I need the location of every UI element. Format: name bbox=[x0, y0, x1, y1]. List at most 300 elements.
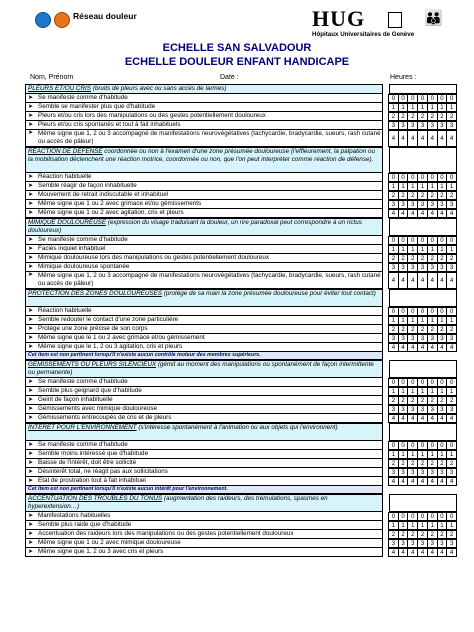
score-cell[interactable]: 4 bbox=[446, 130, 457, 147]
score-cell[interactable]: 0 bbox=[388, 512, 399, 521]
score-cell[interactable]: 2 bbox=[446, 459, 457, 468]
score-cell[interactable]: 1 bbox=[407, 450, 418, 459]
section-note: Cet item est non pertinent lorsqu'il n'existe aucun contrôle moteur des membres supérieurs. bbox=[25, 352, 383, 360]
score-cell[interactable]: 4 bbox=[398, 343, 409, 352]
score-cell[interactable]: 1 bbox=[437, 521, 448, 530]
score-cell[interactable]: 3 bbox=[446, 121, 457, 130]
score-cell[interactable]: 0 bbox=[417, 173, 428, 182]
score-cell[interactable]: 1 bbox=[446, 316, 457, 325]
criterion-text: Même signe que 1 ou 2 avec agitation, cris et pleurs bbox=[38, 209, 184, 216]
score-cell[interactable]: 4 bbox=[407, 414, 418, 423]
score-cell[interactable]: 1 bbox=[417, 450, 428, 459]
score-cell[interactable]: 1 bbox=[417, 316, 428, 325]
score-cell[interactable]: 4 bbox=[437, 548, 448, 557]
criterion-row bbox=[25, 477, 383, 486]
score-cell[interactable]: 1 bbox=[417, 245, 428, 254]
score-cell[interactable]: 3 bbox=[446, 334, 457, 343]
header-spacer bbox=[389, 360, 457, 378]
score-cell[interactable]: 0 bbox=[398, 378, 409, 387]
score-cell[interactable]: 4 bbox=[427, 130, 438, 147]
section-heading bbox=[25, 84, 383, 94]
criterion-text: Gémissements entrecoupés de cris et de pleurs bbox=[38, 414, 172, 421]
score-cell[interactable]: 2 bbox=[398, 191, 409, 200]
score-cell[interactable]: 2 bbox=[388, 325, 399, 334]
score-cell[interactable]: 4 bbox=[417, 209, 428, 218]
score-cell[interactable]: 4 bbox=[427, 548, 438, 557]
score-cell[interactable]: 2 bbox=[417, 254, 428, 263]
score-cell[interactable]: 4 bbox=[446, 272, 457, 289]
criterion-text: Accentuation des raideurs lors des manipulations ou des gestes potentiellement douloureux bbox=[38, 530, 294, 537]
score-cell[interactable]: 3 bbox=[437, 334, 448, 343]
score-cell[interactable]: 1 bbox=[437, 387, 448, 396]
arrow-bullet-icon: ➤ bbox=[28, 255, 34, 261]
score-cell[interactable]: 2 bbox=[427, 254, 438, 263]
network-title: Réseau douleur bbox=[73, 11, 137, 21]
score-cell[interactable]: 4 bbox=[407, 272, 418, 289]
score-cell[interactable]: 4 bbox=[388, 548, 399, 557]
score-cell[interactable]: 0 bbox=[427, 236, 438, 245]
score-cell[interactable]: 1 bbox=[398, 103, 409, 112]
score-cell[interactable]: 3 bbox=[388, 200, 399, 209]
score-cell[interactable]: 0 bbox=[417, 307, 428, 316]
score-cell[interactable]: 1 bbox=[388, 450, 399, 459]
score-cell[interactable]: 4 bbox=[407, 548, 418, 557]
score-cell[interactable]: 2 bbox=[446, 112, 457, 121]
score-cell[interactable]: 2 bbox=[388, 396, 399, 405]
score-cell[interactable]: 0 bbox=[446, 173, 457, 182]
score-cell[interactable]: 1 bbox=[437, 245, 448, 254]
score-cell[interactable]: 0 bbox=[398, 173, 409, 182]
score-cell[interactable]: 0 bbox=[417, 236, 428, 245]
score-cell[interactable]: 0 bbox=[437, 94, 448, 103]
score-cell[interactable]: 0 bbox=[388, 236, 399, 245]
score-cell[interactable]: 1 bbox=[407, 103, 418, 112]
score-cell[interactable]: 3 bbox=[417, 405, 428, 414]
title-line-2: ECHELLE DOULEUR ENFANT HANDICAPE bbox=[124, 56, 350, 68]
score-cell[interactable]: 1 bbox=[437, 450, 448, 459]
score-cell[interactable]: 3 bbox=[446, 468, 457, 477]
score-cell[interactable]: 4 bbox=[398, 548, 409, 557]
score-cell[interactable]: 1 bbox=[417, 521, 428, 530]
score-cell[interactable]: 0 bbox=[427, 512, 438, 521]
score-cells bbox=[389, 548, 457, 557]
score-cell[interactable]: 1 bbox=[437, 103, 448, 112]
score-cell[interactable]: 0 bbox=[407, 236, 418, 245]
score-cells bbox=[389, 94, 457, 103]
score-cell[interactable]: 3 bbox=[407, 263, 418, 272]
score-cell[interactable]: 4 bbox=[446, 414, 457, 423]
score-cell[interactable]: 2 bbox=[417, 530, 428, 539]
score-cell[interactable]: 0 bbox=[398, 236, 409, 245]
score-cell[interactable]: 0 bbox=[407, 512, 418, 521]
arrow-bullet-icon: ➤ bbox=[28, 130, 34, 136]
section-note: Cet item est non pertinent lorsqu'il n'existe aucun intérêt pour l'environnement. bbox=[25, 486, 383, 494]
score-cell[interactable]: 0 bbox=[446, 307, 457, 316]
score-cells bbox=[389, 130, 457, 147]
score-cells bbox=[389, 441, 457, 450]
score-cell[interactable]: 3 bbox=[417, 200, 428, 209]
criterion-row bbox=[25, 245, 383, 254]
score-cell[interactable]: 0 bbox=[437, 307, 448, 316]
score-cell[interactable]: 0 bbox=[446, 378, 457, 387]
score-cell[interactable]: 4 bbox=[417, 477, 428, 486]
score-cell[interactable]: 4 bbox=[388, 477, 399, 486]
score-cell[interactable]: 0 bbox=[427, 378, 438, 387]
score-cell[interactable]: 1 bbox=[398, 450, 409, 459]
score-cell[interactable]: 2 bbox=[437, 254, 448, 263]
score-cell[interactable]: 3 bbox=[407, 405, 418, 414]
score-cell[interactable]: 1 bbox=[388, 103, 399, 112]
criterion-text: Etat de prostration tout à fait inhabituel bbox=[38, 477, 146, 484]
arrow-bullet-icon: ➤ bbox=[28, 237, 34, 243]
score-cell[interactable]: 4 bbox=[446, 209, 457, 218]
score-cell[interactable]: 4 bbox=[446, 548, 457, 557]
criterion-row bbox=[25, 405, 383, 414]
score-cell[interactable]: 0 bbox=[417, 512, 428, 521]
arrow-bullet-icon: ➤ bbox=[28, 272, 34, 278]
score-cell[interactable]: 4 bbox=[437, 209, 448, 218]
score-cell[interactable]: 0 bbox=[446, 512, 457, 521]
score-cell[interactable]: 4 bbox=[417, 343, 428, 352]
score-cell[interactable]: 4 bbox=[427, 272, 438, 289]
score-cell[interactable]: 0 bbox=[446, 94, 457, 103]
score-cell[interactable]: 4 bbox=[388, 343, 399, 352]
criterion-text: Semble réagir de façon inhabituelle bbox=[38, 182, 137, 189]
score-cell[interactable]: 2 bbox=[407, 191, 418, 200]
score-cell[interactable]: 3 bbox=[398, 121, 409, 130]
score-cell[interactable]: 0 bbox=[446, 236, 457, 245]
score-cell[interactable]: 0 bbox=[407, 307, 418, 316]
score-cell[interactable]: 4 bbox=[388, 414, 399, 423]
score-cell[interactable]: 1 bbox=[427, 387, 438, 396]
score-cell[interactable]: 2 bbox=[398, 325, 409, 334]
score-cell[interactable]: 3 bbox=[437, 200, 448, 209]
score-cell[interactable]: 1 bbox=[388, 387, 399, 396]
score-cell[interactable]: 3 bbox=[437, 121, 448, 130]
score-cell[interactable]: 3 bbox=[398, 200, 409, 209]
criterion-row bbox=[25, 112, 383, 121]
score-cell[interactable]: 0 bbox=[437, 441, 448, 450]
score-cell[interactable]: 1 bbox=[446, 387, 457, 396]
score-cell[interactable]: 0 bbox=[427, 441, 438, 450]
score-cell[interactable]: 3 bbox=[437, 539, 448, 548]
score-cell[interactable]: 1 bbox=[417, 182, 428, 191]
score-cell[interactable]: 2 bbox=[417, 325, 428, 334]
score-cell[interactable]: 4 bbox=[417, 272, 428, 289]
score-cell[interactable]: 3 bbox=[407, 121, 418, 130]
score-cells bbox=[389, 325, 457, 334]
score-cells bbox=[389, 477, 457, 486]
score-cell[interactable]: 3 bbox=[417, 334, 428, 343]
score-cell[interactable]: 4 bbox=[427, 209, 438, 218]
score-cell[interactable]: 3 bbox=[388, 539, 399, 548]
criterion-row bbox=[25, 191, 383, 200]
score-cell[interactable]: 3 bbox=[437, 263, 448, 272]
score-cell[interactable]: 1 bbox=[427, 245, 438, 254]
score-cell[interactable]: 3 bbox=[446, 263, 457, 272]
score-cell[interactable]: 3 bbox=[427, 539, 438, 548]
score-cell[interactable]: 3 bbox=[398, 468, 409, 477]
score-cell[interactable]: 1 bbox=[407, 387, 418, 396]
score-cell[interactable]: 3 bbox=[446, 405, 457, 414]
score-cell[interactable]: 3 bbox=[388, 121, 399, 130]
score-cell[interactable]: 2 bbox=[407, 530, 418, 539]
score-cell[interactable]: 0 bbox=[398, 512, 409, 521]
section-description: (augmentation des raideurs, des trémulations, spasmes en hyperextension…) bbox=[28, 495, 328, 510]
score-cell[interactable]: 3 bbox=[446, 200, 457, 209]
score-cell[interactable]: 2 bbox=[427, 459, 438, 468]
score-cell[interactable]: 0 bbox=[437, 512, 448, 521]
arrow-bullet-icon: ➤ bbox=[28, 460, 34, 466]
score-cell[interactable]: 2 bbox=[407, 254, 418, 263]
score-cell[interactable]: 1 bbox=[398, 182, 409, 191]
score-cell[interactable]: 2 bbox=[446, 254, 457, 263]
score-cell[interactable]: 3 bbox=[388, 263, 399, 272]
section-heading bbox=[25, 423, 383, 441]
score-cell[interactable]: 2 bbox=[388, 254, 399, 263]
score-cell[interactable]: 2 bbox=[388, 530, 399, 539]
score-cell[interactable]: 3 bbox=[437, 405, 448, 414]
criterion-row bbox=[25, 94, 383, 103]
score-cell[interactable]: 3 bbox=[427, 200, 438, 209]
score-cell[interactable]: 2 bbox=[398, 254, 409, 263]
score-cell[interactable]: 2 bbox=[437, 191, 448, 200]
score-cell[interactable]: 0 bbox=[398, 94, 409, 103]
score-cell[interactable]: 4 bbox=[446, 343, 457, 352]
score-cell[interactable]: 1 bbox=[398, 245, 409, 254]
score-cell[interactable]: 1 bbox=[427, 182, 438, 191]
hug-logo: HUG bbox=[312, 6, 366, 31]
score-cells bbox=[389, 405, 457, 414]
score-cell[interactable]: 0 bbox=[388, 441, 399, 450]
score-cell[interactable]: 2 bbox=[388, 459, 399, 468]
criterion-row bbox=[25, 121, 383, 130]
score-cell[interactable]: 4 bbox=[407, 477, 418, 486]
score-cell[interactable]: 2 bbox=[398, 396, 409, 405]
score-cell[interactable]: 1 bbox=[407, 316, 418, 325]
criterion-text: Même signe que 1, 2 ou 3 accompagné de manifestations neurovégétatives (tachycardie, bradycardie, sueurs, rash cutané ou accès de pâleur) bbox=[38, 130, 381, 145]
score-cell[interactable]: 1 bbox=[427, 521, 438, 530]
score-cell[interactable]: 4 bbox=[437, 477, 448, 486]
criterion-text: Mouvement de retrait indiscutable et inhabituel bbox=[38, 191, 169, 198]
score-cell[interactable]: 1 bbox=[427, 103, 438, 112]
score-cell[interactable]: 0 bbox=[417, 94, 428, 103]
score-cell[interactable]: 2 bbox=[398, 530, 409, 539]
score-cell[interactable]: 3 bbox=[427, 263, 438, 272]
score-cell[interactable]: 4 bbox=[437, 130, 448, 147]
score-cell[interactable]: 4 bbox=[398, 130, 409, 147]
score-cell[interactable]: 4 bbox=[427, 343, 438, 352]
score-cell[interactable]: 4 bbox=[437, 272, 448, 289]
score-cell[interactable]: 4 bbox=[398, 272, 409, 289]
score-cell[interactable]: 2 bbox=[427, 325, 438, 334]
score-cell[interactable]: 0 bbox=[437, 378, 448, 387]
score-cell[interactable]: 1 bbox=[407, 182, 418, 191]
score-cell[interactable]: 0 bbox=[398, 307, 409, 316]
score-cell[interactable]: 0 bbox=[407, 173, 418, 182]
score-cell[interactable]: 2 bbox=[437, 530, 448, 539]
score-cell[interactable]: 2 bbox=[417, 459, 428, 468]
score-cell[interactable]: 1 bbox=[398, 387, 409, 396]
score-cell[interactable]: 1 bbox=[398, 521, 409, 530]
score-cell[interactable]: 0 bbox=[388, 173, 399, 182]
score-cell[interactable]: 1 bbox=[437, 316, 448, 325]
score-cell[interactable]: 2 bbox=[407, 396, 418, 405]
score-cell[interactable]: 0 bbox=[407, 441, 418, 450]
score-cell[interactable]: 4 bbox=[398, 414, 409, 423]
score-cell[interactable]: 1 bbox=[388, 316, 399, 325]
score-cell[interactable]: 2 bbox=[437, 396, 448, 405]
blue-circle-logo-icon bbox=[35, 12, 51, 28]
criterion-text: Mimique douloureuse spontanée bbox=[38, 263, 130, 270]
criterion-text: Pleurs et/ou cris lors des manipulations ou des gestes potentiellement douloureux bbox=[38, 112, 266, 119]
score-cell[interactable]: 4 bbox=[407, 130, 418, 147]
score-cells bbox=[389, 200, 457, 209]
score-cell[interactable]: 3 bbox=[388, 468, 399, 477]
score-cell[interactable]: 3 bbox=[446, 539, 457, 548]
score-cell[interactable]: 2 bbox=[427, 396, 438, 405]
score-cell[interactable]: 2 bbox=[398, 112, 409, 121]
score-cell[interactable]: 3 bbox=[398, 263, 409, 272]
score-cell[interactable]: 3 bbox=[398, 334, 409, 343]
score-cell[interactable]: 0 bbox=[407, 378, 418, 387]
criterion-row bbox=[25, 200, 383, 209]
score-cell[interactable]: 0 bbox=[388, 94, 399, 103]
score-cell[interactable]: 0 bbox=[427, 173, 438, 182]
score-cell[interactable]: 1 bbox=[446, 245, 457, 254]
score-cell[interactable]: 4 bbox=[388, 130, 399, 147]
score-cell[interactable]: 3 bbox=[407, 468, 418, 477]
score-cell[interactable]: 2 bbox=[437, 325, 448, 334]
score-cell[interactable]: 1 bbox=[417, 387, 428, 396]
score-cell[interactable]: 3 bbox=[417, 539, 428, 548]
score-cell[interactable]: 3 bbox=[427, 468, 438, 477]
score-cell[interactable]: 3 bbox=[388, 334, 399, 343]
header-spacer bbox=[389, 289, 457, 307]
score-cell[interactable]: 4 bbox=[388, 209, 399, 218]
score-cell[interactable]: 2 bbox=[427, 530, 438, 539]
criterion-row bbox=[25, 130, 383, 147]
score-cell[interactable]: 2 bbox=[417, 396, 428, 405]
score-cell[interactable]: 0 bbox=[388, 307, 399, 316]
score-cells bbox=[389, 316, 457, 325]
criterion-text: Se manifeste comme d'habitude bbox=[38, 236, 128, 243]
score-cell[interactable]: 3 bbox=[388, 405, 399, 414]
score-cells bbox=[389, 112, 457, 121]
score-cell[interactable]: 1 bbox=[407, 245, 418, 254]
score-cell[interactable]: 4 bbox=[407, 209, 418, 218]
score-cell[interactable]: 1 bbox=[446, 521, 457, 530]
score-cell[interactable]: 0 bbox=[417, 378, 428, 387]
arrow-bullet-icon: ➤ bbox=[28, 183, 34, 189]
score-cell[interactable]: 0 bbox=[417, 441, 428, 450]
header-spacer bbox=[389, 218, 457, 236]
score-cell[interactable]: 3 bbox=[427, 121, 438, 130]
score-cell[interactable]: 1 bbox=[446, 103, 457, 112]
score-cell[interactable]: 2 bbox=[388, 112, 399, 121]
score-cell[interactable]: 2 bbox=[446, 191, 457, 200]
score-cell[interactable]: 4 bbox=[417, 130, 428, 147]
score-cell[interactable]: 1 bbox=[417, 103, 428, 112]
score-cell[interactable]: 2 bbox=[446, 530, 457, 539]
score-cell[interactable]: 2 bbox=[407, 459, 418, 468]
score-cell[interactable]: 3 bbox=[417, 468, 428, 477]
score-cell[interactable]: 4 bbox=[417, 414, 428, 423]
score-cell[interactable]: 2 bbox=[417, 191, 428, 200]
score-cell[interactable]: 1 bbox=[446, 450, 457, 459]
criterion-row bbox=[25, 441, 383, 450]
score-cell[interactable]: 3 bbox=[437, 468, 448, 477]
score-cell[interactable]: 3 bbox=[427, 405, 438, 414]
criterion-row bbox=[25, 307, 383, 316]
score-cell[interactable]: 1 bbox=[388, 182, 399, 191]
score-cell[interactable]: 4 bbox=[437, 343, 448, 352]
score-cell[interactable]: 0 bbox=[427, 307, 438, 316]
score-cell[interactable]: 1 bbox=[398, 316, 409, 325]
section-title: MIMIQUE DOULOUREUSE bbox=[28, 219, 107, 226]
score-cell[interactable]: 4 bbox=[407, 343, 418, 352]
score-cell[interactable]: 1 bbox=[407, 521, 418, 530]
score-cell[interactable]: 3 bbox=[398, 539, 409, 548]
score-cell[interactable]: 2 bbox=[437, 459, 448, 468]
score-cell[interactable]: 4 bbox=[388, 272, 399, 289]
score-cell[interactable]: 4 bbox=[427, 414, 438, 423]
score-cells bbox=[389, 539, 457, 548]
score-cell[interactable]: 1 bbox=[427, 316, 438, 325]
score-cell[interactable]: 3 bbox=[407, 539, 418, 548]
score-cell[interactable]: 1 bbox=[388, 521, 399, 530]
score-cell[interactable]: 4 bbox=[437, 414, 448, 423]
score-cell[interactable]: 2 bbox=[417, 112, 428, 121]
score-cell[interactable]: 1 bbox=[446, 182, 457, 191]
score-cell[interactable]: 0 bbox=[427, 94, 438, 103]
score-cell[interactable]: 0 bbox=[407, 94, 418, 103]
score-cell[interactable]: 4 bbox=[446, 477, 457, 486]
score-cell[interactable]: 2 bbox=[446, 325, 457, 334]
score-cell[interactable]: 4 bbox=[427, 477, 438, 486]
score-cell[interactable]: 3 bbox=[398, 405, 409, 414]
score-cell[interactable]: 2 bbox=[407, 325, 418, 334]
score-cell[interactable]: 3 bbox=[417, 121, 428, 130]
hug-subtitle: Hôpitaux Universitaires de Genève bbox=[312, 31, 415, 38]
score-cell[interactable]: 2 bbox=[446, 396, 457, 405]
score-cell[interactable]: 0 bbox=[398, 441, 409, 450]
score-cell[interactable]: 0 bbox=[437, 173, 448, 182]
score-cell[interactable]: 3 bbox=[427, 334, 438, 343]
score-cell[interactable]: 4 bbox=[417, 548, 428, 557]
score-cell[interactable]: 0 bbox=[446, 441, 457, 450]
criterion-text: Désintérêt total, ne réagit pas aux sollicitations bbox=[38, 468, 168, 475]
score-cell[interactable]: 3 bbox=[407, 334, 418, 343]
score-cell[interactable]: 4 bbox=[398, 477, 409, 486]
score-cell[interactable]: 1 bbox=[388, 245, 399, 254]
score-cell[interactable]: 3 bbox=[407, 200, 418, 209]
score-cell[interactable]: 1 bbox=[437, 182, 448, 191]
score-cell[interactable]: 4 bbox=[398, 209, 409, 218]
arrow-bullet-icon: ➤ bbox=[28, 308, 34, 314]
score-cell[interactable]: 2 bbox=[407, 112, 418, 121]
score-cell[interactable]: 3 bbox=[417, 263, 428, 272]
score-cell[interactable]: 2 bbox=[427, 112, 438, 121]
score-cell[interactable]: 0 bbox=[388, 378, 399, 387]
criterion-row bbox=[25, 236, 383, 245]
score-cell[interactable]: 2 bbox=[427, 191, 438, 200]
score-cell[interactable]: 0 bbox=[437, 236, 448, 245]
score-cell[interactable]: 2 bbox=[388, 191, 399, 200]
score-cell[interactable]: 2 bbox=[437, 112, 448, 121]
score-cell[interactable]: 2 bbox=[398, 459, 409, 468]
score-cell[interactable]: 1 bbox=[427, 450, 438, 459]
